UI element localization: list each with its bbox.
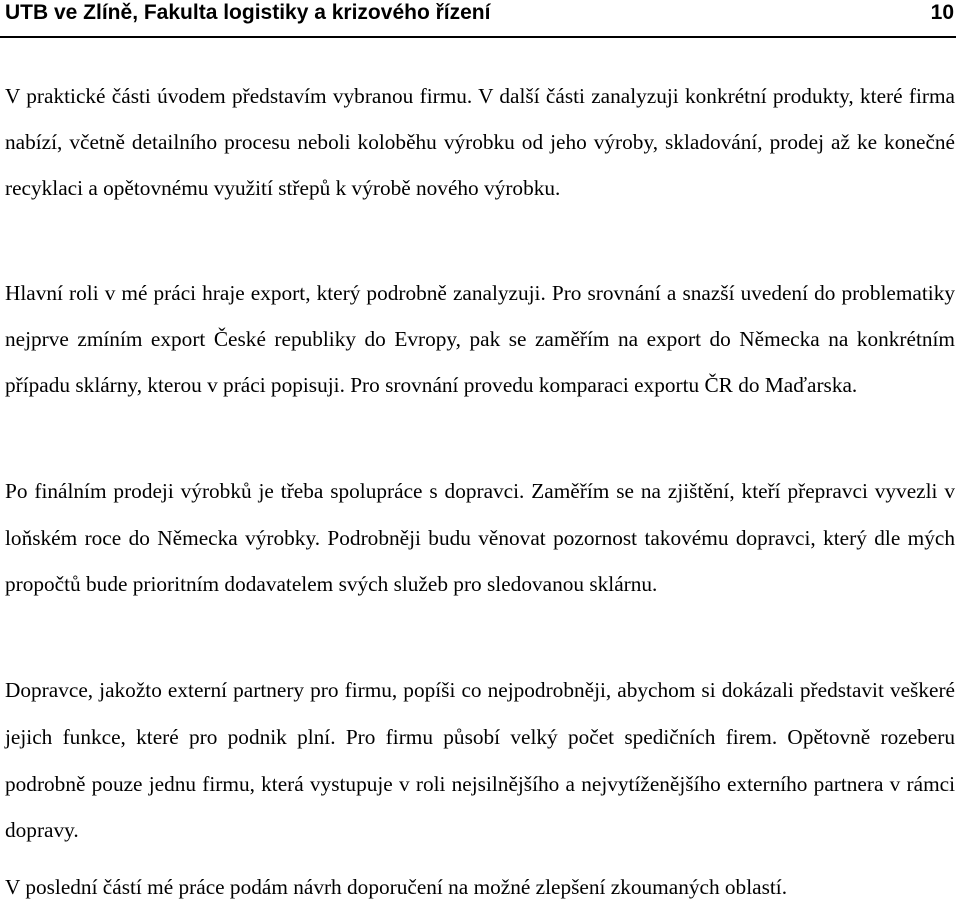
paragraph-recommendations: V poslední částí mé práce podám návrh doporučení na možné zlepšení zkoumaných oblastí. — [5, 875, 788, 899]
paragraph-carriers: Po finálním prodeji výrobků je třeba spolupráce s dopravci. Zaměřím se na zjištění, kteří přepravci vyvezli v loňském roce do Německa výrobky. Podrobněji budu věnovat pozornost takovému dopravci, který dle mých propočtů bude prioritním dodavatelem svých služeb pro sledovanou sklárnu. — [5, 479, 955, 596]
paragraph-intro: V praktické části úvodem představím vybranou firmu. V další části zanalyzuji konkrétní produkty, které firma nabízí, včetně detailního procesu neboli koloběhu výrobku od jeho výroby, skladování, prodej až ke konečné recyklaci a opětovnému využití střepů k výrobě nového výrobku. — [5, 84, 955, 200]
header-title: UTB ve Zlíně, Fakulta logistiky a krizového řízení — [5, 1, 491, 24]
paragraph-export: Hlavní roli v mé práci hraje export, který podrobně zanalyzuji. Pro srovnání a snazší uvedení do problematiky nejprve zmíním export České republiky do Evropy, pak se zaměřím na export do Německa na konkrétním případu sklárny, kterou v práci popisuji. Pro srovnání provedu komparaci exportu ČR do Maďarska. — [5, 281, 955, 397]
page-number: 10 — [930, 1, 954, 24]
page-header — [0, 0, 956, 38]
paragraph-partners: Dopravce, jakožto externí partnery pro firmu, popíši co nejpodrobněji, abychom si dokázali představit veškeré jejich funkce, které pro podnik plní. Pro firmu působí velký počet spedičních firem. Opětovně rozeberu podrobně pouze jednu firmu, která vystupuje v roli nejsilnějšího a nejvytíženějšího externího partnera v rámci dopravy. — [5, 678, 955, 843]
